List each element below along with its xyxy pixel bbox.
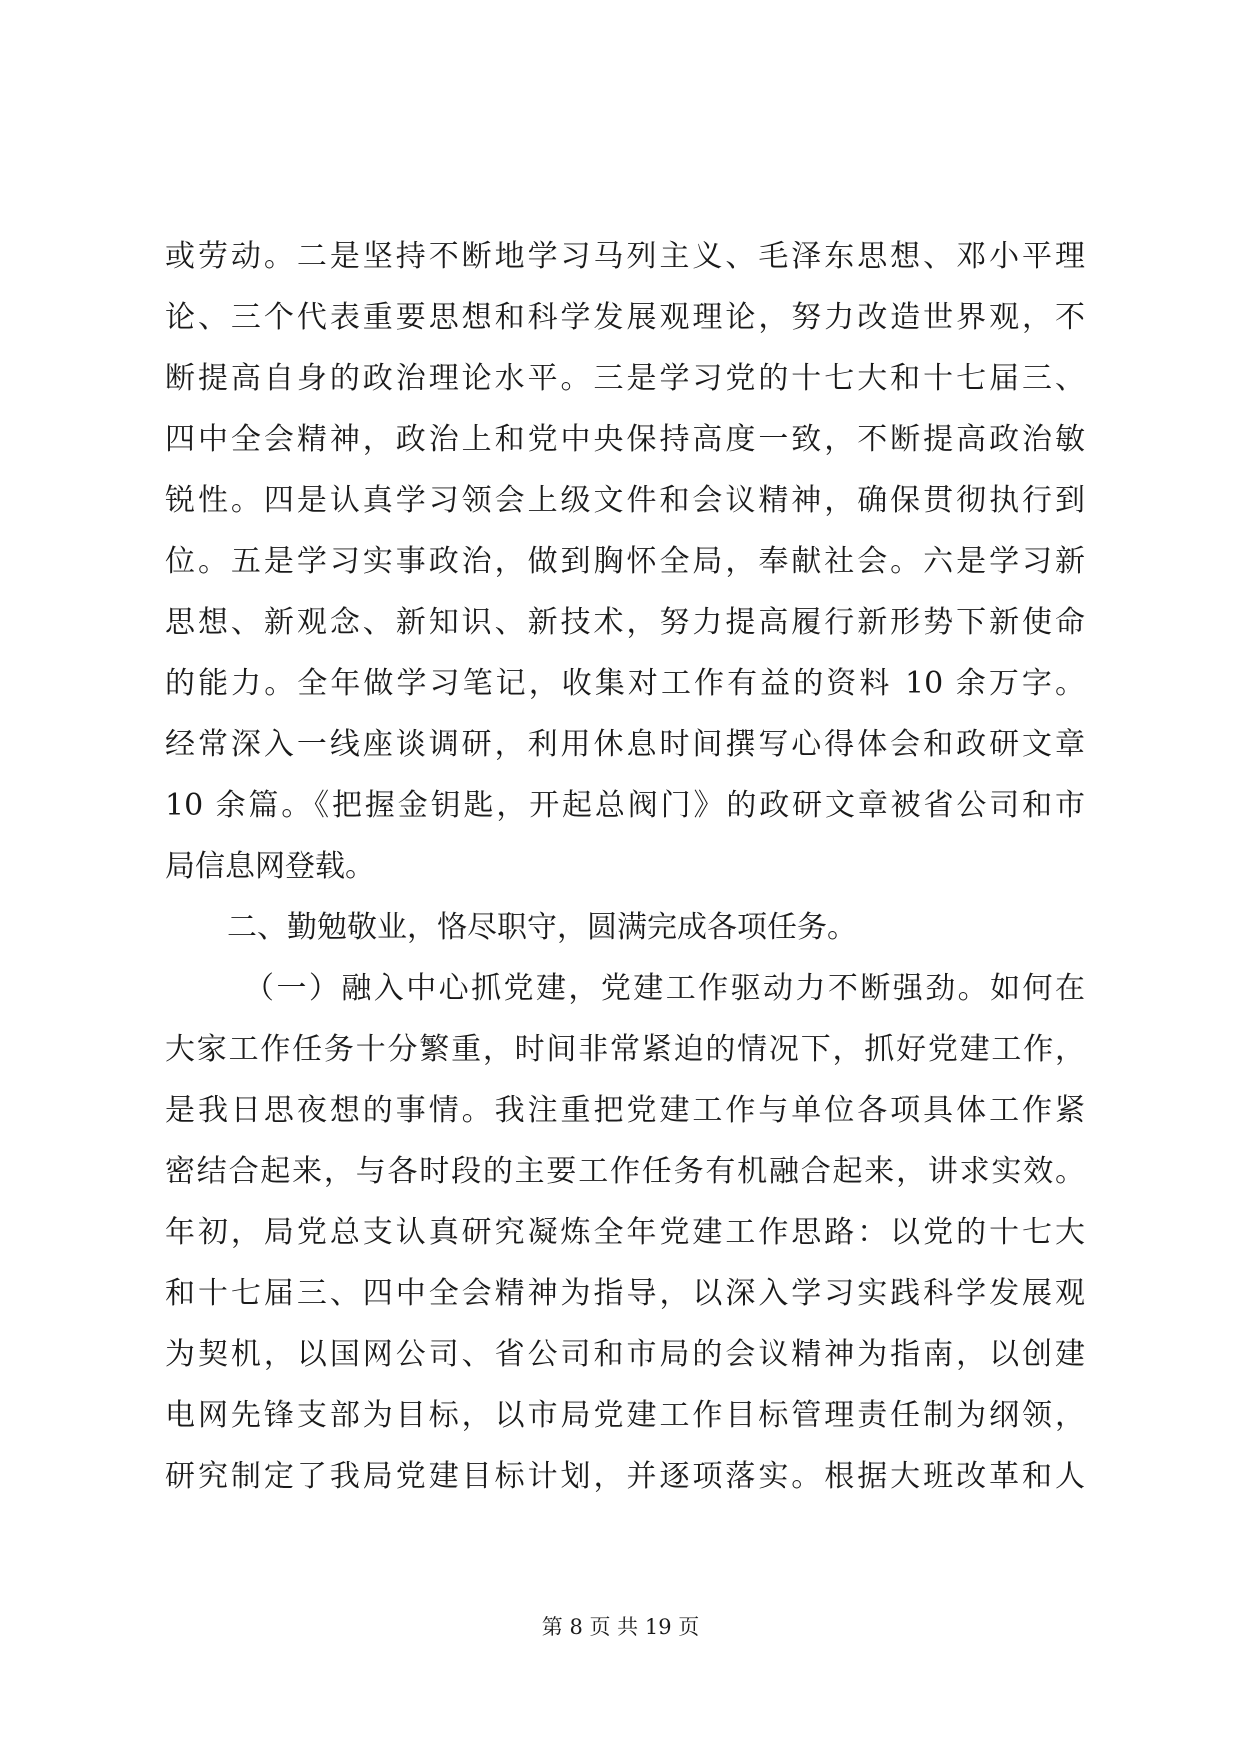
text-line: 经常深入一线座谈调研，利用休息时间撰写心得体会和政研文章	[165, 727, 1085, 762]
section-heading: 二、勤勉敬业，恪尽职守，圆满完成各项任务。	[227, 910, 857, 945]
text-line: 断提高自身的政治理论水平。三是学习党的十七大和十七届三、	[165, 361, 1085, 396]
text-line: 或劳动。二是坚持不断地学习马列主义、毛泽东思想、邓小平理	[165, 239, 1085, 274]
text-line: 研究制定了我局党建目标计划，并逐项落实。根据大班改革和人	[165, 1459, 1085, 1494]
text-line: 年初，局党总支认真研究凝炼全年党建工作思路：以党的十七大	[165, 1215, 1085, 1250]
body-text	[165, 226, 1085, 1507]
text-line: 为契机，以国网公司、省公司和市局的会议精神为指南，以创建	[165, 1337, 1085, 1372]
text-line: 四中全会精神，政治上和党中央保持高度一致，不断提高政治敏	[165, 422, 1085, 457]
text-line: 的能力。全年做学习笔记，收集对工作有益的资料 10 余万字。	[165, 666, 1085, 701]
text-line: 论、三个代表重要思想和科学发展观理论，努力改造世界观，不	[165, 300, 1085, 335]
text-line: 10 余篇。《把握金钥匙，开起总阀门》的政研文章被省公司和市	[165, 788, 1085, 823]
text-line: 和十七届三、四中全会精神为指导，以深入学习实践科学发展观	[165, 1276, 1085, 1311]
text-line: 电网先锋支部为目标，以市局党建工作目标管理责任制为纲领，	[165, 1398, 1085, 1433]
text-line: （一）融入中心抓党建，党建工作驱动力不断强劲。如何在	[244, 971, 1085, 1006]
text-line: 锐性。四是认真学习领会上级文件和会议精神，确保贯彻执行到	[165, 483, 1085, 518]
page-number-footer: 第 8 页 共 19 页	[541, 1615, 700, 1639]
text-line: 是我日思夜想的事情。我注重把党建工作与单位各项具体工作紧	[165, 1093, 1085, 1128]
text-line: 密结合起来，与各时段的主要工作任务有机融合起来，讲求实效。	[165, 1154, 1085, 1189]
text-line: 位。五是学习实事政治，做到胸怀全局，奉献社会。六是学习新	[165, 544, 1085, 579]
text-line: 思想、新观念、新知识、新技术，努力提高履行新形势下新使命	[165, 605, 1085, 640]
text-line: 大家工作任务十分繁重，时间非常紧迫的情况下，抓好党建工作，	[165, 1032, 1085, 1067]
text-line: 局信息网登载。	[165, 849, 375, 884]
